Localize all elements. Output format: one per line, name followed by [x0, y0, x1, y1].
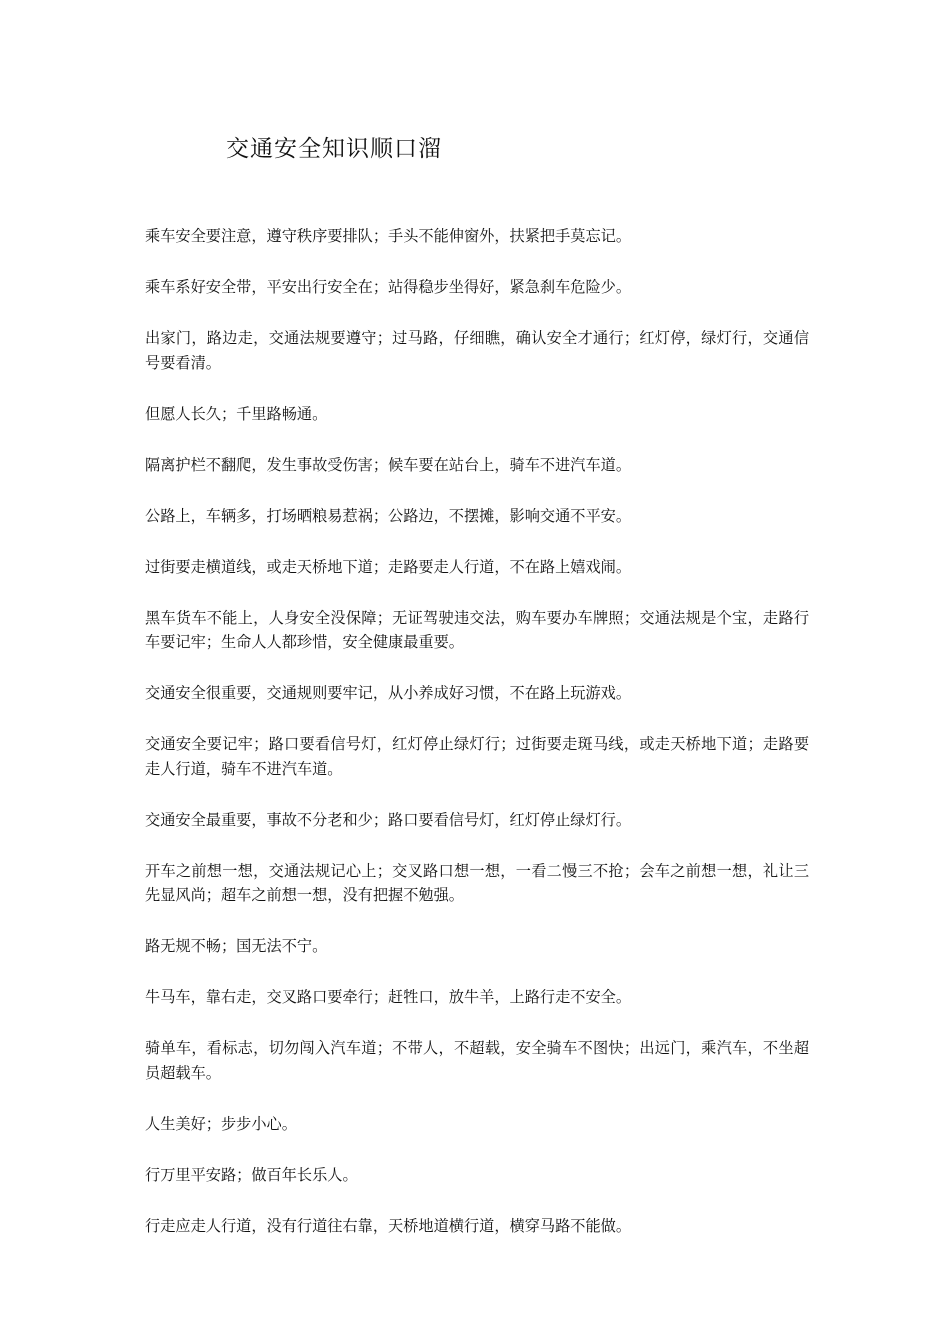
paragraph: 骑单车，看标志，切勿闯入汽车道；不带人，不超载，安全骑车不图快；出远门，乘汽车，不坐超员超载车。 [145, 1039, 809, 1082]
paragraph: 路无规不畅；国无法不宁。 [145, 937, 328, 955]
paragraph: 开车之前想一想，交通法规记心上；交叉路口想一想，一看二慢三不抢；会车之前想一想，礼让三先显风尚；超车之前想一想，没有把握不勉强。 [145, 861, 809, 904]
document-body [145, 224, 809, 1265]
paragraph: 乘车安全要注意，遵守秩序要排队；手头不能伸窗外，扶紧把手莫忘记。 [145, 227, 631, 245]
paragraph: 交通安全很重要，交通规则要牢记，从小养成好习惯，不在路上玩游戏。 [145, 684, 631, 702]
paragraph: 人生美好；步步小心。 [145, 1114, 297, 1133]
paragraph: 行走应走人行道，没有行道往右靠，天桥地道横行道，横穿马路不能做。 [145, 1216, 631, 1235]
paragraph: 黑车货车不能上，人身安全没保障；无证驾驶违交法，购车要办车牌照；交通法规是个宝，走路行车要记牢；生命人人都珍惜，安全健康最重要。 [145, 608, 809, 651]
paragraph: 牛马车，靠右走，交叉路口要牵行；赶牲口，放牛羊，上路行走不安全。 [145, 988, 631, 1006]
paragraph: 公路上，车辆多，打场晒粮易惹祸；公路边，不摆摊，影响交通不平安。 [145, 506, 631, 525]
paragraph: 隔离护栏不翻爬，发生事故受伤害；候车要在站台上，骑车不进汽车道。 [145, 455, 631, 474]
paragraph: 出家门，路边走，交通法规要遵守；过马路，仔细瞧，确认安全才通行；红灯停，绿灯行，交通信号要看清。 [145, 329, 809, 372]
paragraph: 行万里平安路；做百年长乐人。 [145, 1165, 358, 1184]
paragraph: 但愿人长久；千里路畅通。 [145, 404, 328, 423]
paragraph: 交通安全要记牢；路口要看信号灯，红灯停止绿灯行；过街要走斑马线，或走天桥地下道；走路要走人行道，骑车不进汽车道。 [145, 735, 809, 778]
paragraph: 过街要走横道线，或走天桥地下道；走路要走人行道，不在路上嬉戏闹。 [145, 557, 631, 576]
paragraph: 交通安全最重要，事故不分老和少；路口要看信号灯，红灯停止绿灯行。 [145, 810, 631, 829]
document-title: 交通安全知识顺口溜 [226, 136, 442, 162]
paragraph: 乘车系好安全带，平安出行安全在；站得稳步坐得好，紧急刹车危险少。 [145, 278, 631, 296]
